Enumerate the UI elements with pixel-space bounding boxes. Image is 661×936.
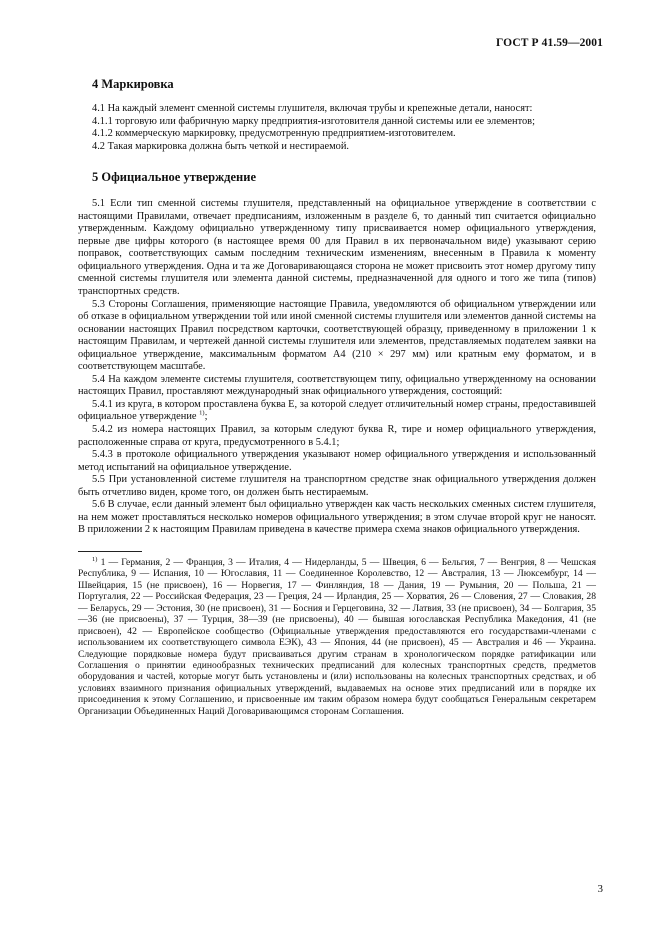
- footnote-divider: [78, 551, 142, 552]
- footnote-marker: 1): [92, 555, 98, 563]
- paragraph-5-4-3: 5.4.3 в протоколе официального утверждения указывают номер официального утверждения и использованный метод испытаний на официальное утверждение.: [78, 449, 596, 473]
- paragraph-4-1-1: 4.1.1 торговую или фабричную марку предприятия-изготовителя данной системы или ее элементов;: [92, 115, 535, 127]
- section-5-title: 5 Официальное утверждение: [92, 170, 256, 185]
- paragraph-5-4-1: [78, 399, 596, 424]
- paragraph-5-4-1-end: ;: [204, 411, 208, 423]
- paragraph-4-1: 4.1 На каждый элемент сменной системы глушителя, включая трубы и крепежные детали, наносят:: [92, 103, 533, 114]
- paragraph-5-3: 5.3 Стороны Соглашения, применяющие настоящие Правила, уведомляются об официальном утверждении или об отказе в официальном утверждении той или иной сменной системы глушителя или элементов данной системы на основании настоящих Правил посредством карточки, соответствующей образцу, приведенному в приложении 1 к настоящим Правилам, и чертежей данной системы глушителя или элементов, представляемых подателем заявки на официальное утверждение, максимальным форматом А4 (210 × 297 мм) или кратным ему форматом, и в соответствующем масштабе.: [78, 298, 596, 373]
- paragraph-5-1: 5.1 Если тип сменной системы глушителя, представленный на официальное утверждение в соответствии с настоящими Правилами, отвечает предписаниям, изложенным в разделе 6, то данный тип считается официально утвержденным. Каждому официально утвержденному типу присваивается номер официального утверждения, первые две цифры которого (в настоящее время 00 для Правил в их первоначальном виде) указывают серию поправок, соответствующих самым последним техническим изменениям, внесенным в Правила к моменту официального утверждения. Одна и та же Договаривающаяся сторона не может присвоить этот номер другому типу сменной системы глушителя или элемента данной системы, предназначенной для одного и того же типа (типов) транспортных средств.: [78, 198, 596, 298]
- paragraph-4-1-2: 4.1.2 коммерческую маркировку, предусмотренную предприятием-изготовителем.: [92, 128, 456, 140]
- document-body: [78, 76, 596, 717]
- footnote-text: [78, 557, 596, 717]
- paragraph-5-4-2: 5.4.2 из номера настоящих Правил, за которым следуют буква R, тире и номер официального утверждения, расположенные справа от круга, предусмотренного в 5.4.1;: [78, 424, 596, 448]
- document-header-id: ГОСТ Р 41.59—2001: [496, 37, 603, 49]
- paragraph-5-6: 5.6 В случае, если данный элемент был официально утвержден как часть нескольких сменных систем глушителя, на нем может проставляться несколько номеров официального утверждения; в этом случае второй круг не наносят. В приложении 2 к настоящим Правилам приведена в качестве примера схема знаков официального утверждения.: [78, 499, 596, 536]
- paragraph-5-5: 5.5 При установленной системе глушителя на транспортном средстве знак официального утверждения должен быть отчетливо виден, кроме того, он должен быть нестираемым.: [78, 474, 596, 498]
- footnote-body: 1 — Германия, 2 — Франция, 3 — Италия, 4 — Нидерланды, 5 — Швеция, 6 — Бельгия, 7 — Венгрия, 8 — Чешская Республика, 9 — Испания, 10 — Югославия, 11 — Соединенное Королевство, 12 — Австралия, 13 — Люксембург, 14 — Швейцария, 15 (не присвоен), 16 — Норвегия, 17 — Финляндия, 18 — Дания, 19 — Румыния, 20 — Польша, 21 — Португалия, 22 — Российская Федерация, 23 — Греция, 24 — Ирландия, 25 — Хорватия, 26 — Словения, 27 — Словакия, 28 — Беларусь, 29 — Эстония, 30 (не присвоен), 31 — Босния и Герцеговина, 32 — Латвия, 33 (не присвоен), 34 — Болгария, 35—36 (не присвоены), 37 — Турция, 38—39 (не присвоены), 40 — бывшая югославская Республика Македония, 41 (не присвоен), 42 — Европейское сообщество (Официальные утверждения предоставляются его государствами-членами с использованием их соответствующего символа ЕЭК), 43 — Япония, 44 (не присвоен), 45 — Австралия и 46 — Украина. Следующие порядковые номера будут присваиваться другим странам в хронологическом порядке ратификации или Соглашения о принятии единообразных технических предписаний для колесных транспортных средств, предметов оборудования и частей, которые могут быть установлены и (или) использованы на колесных транспортных средствах, и об условиях взаимного признания официальных утверждений, выдаваемых на основе этих предписаний или в порядке их присоединения к этому Соглашению, и присвоенные им таким образом номера будут сообщаться Генеральным секретарем Организации Объединенных Наций Договаривающимся сторонам Соглашения.: [78, 556, 596, 717]
- paragraph-4-2: 4.2 Такая маркировка должна быть четкой и нестираемой.: [92, 140, 350, 152]
- footnote-reference: 1): [199, 410, 205, 418]
- section-4-title: 4 Маркировка: [92, 77, 174, 91]
- footnote: [78, 557, 596, 717]
- page-number: 3: [597, 883, 603, 895]
- paragraph-5-4-1-text: 5.4.1 из круга, в котором проставлена буква Е, за которой следует отличительный номер страны, предоставившей официальное утверждение: [78, 398, 596, 423]
- paragraph-5-4: 5.4 На каждом элементе системы глушителя, соответствующем типу, официально утвержденному на основании настоящих Правил, проставляют международный знак официального утверждения, состоящий:: [78, 373, 596, 398]
